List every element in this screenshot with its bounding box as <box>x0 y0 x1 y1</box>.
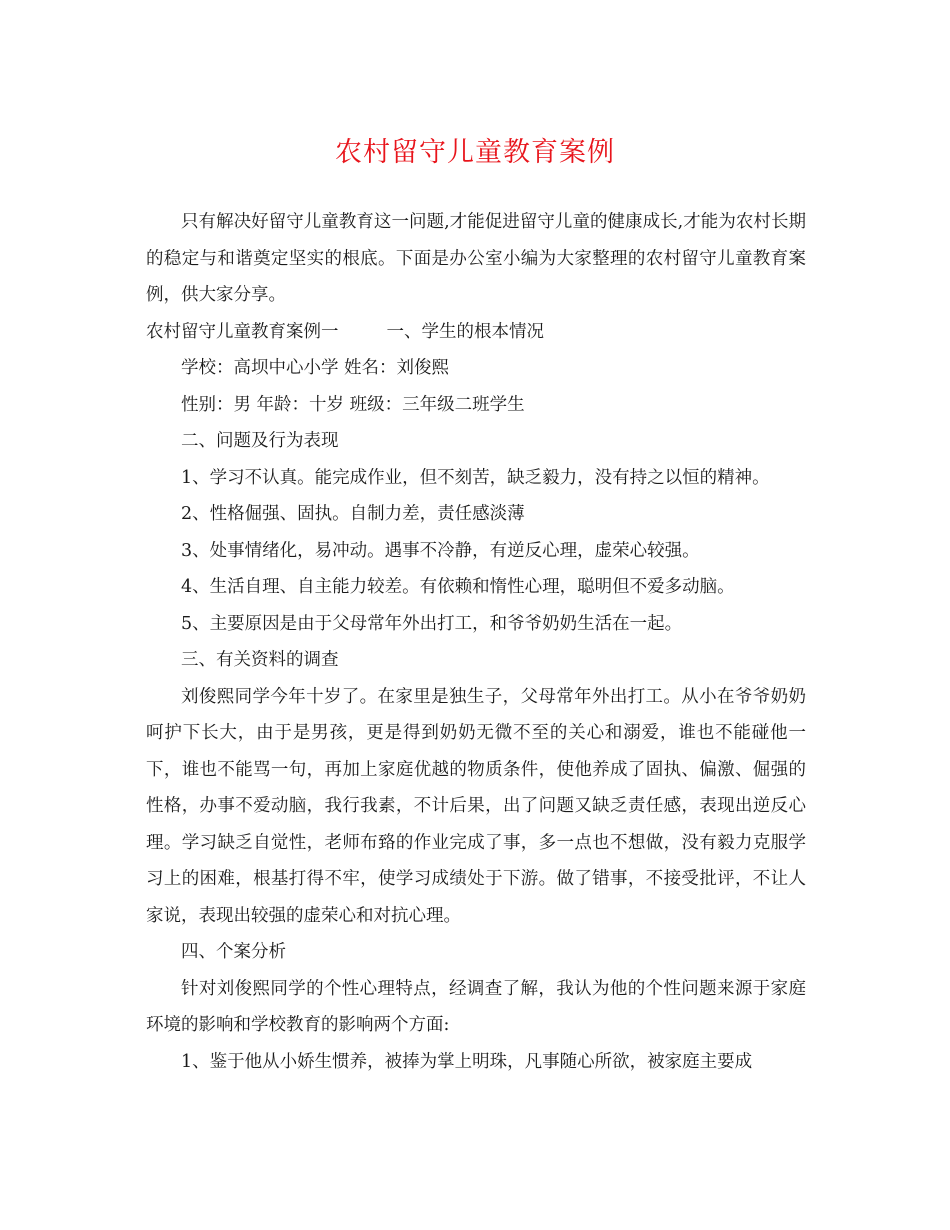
section2-heading: 二、问题及行为表现 <box>181 431 339 451</box>
section1-heading: 一、学生的根本情况 <box>386 321 544 342</box>
survey-paragraph: 刘俊熙同学今年十岁了。在家里是独生子，父母常年外出打工。从小在爷爷奶奶呵护下长大，由于是男孩，更是得到奶奶无微不至的关心和溺爱，谁也不能碰他一下，谁也不能骂一句，再加上家庭优越的物质条件，使他养成了固执、偏激、倔强的性格，办事不爱动脑，我行我素，不计后果，出了问题又缺乏责任感，表现出逆反心理。学习缺乏自觉性，老师布臵的作业完成了事，多一点也不想做，没有毅力克服学习上的困难，根基打得不牢，使学习成绩处于下游。做了错事，不接受批评，不让人家说，表现出较强的虚荣心和对抗心理。 <box>146 686 806 926</box>
analysis-item: 1、鉴于他从小娇生惯养，被捧为掌上明珠，凡事随心所欲，被家庭主要成 <box>181 1051 753 1072</box>
problem-item: 4、生活自理、自主能力较差。有依赖和惰性心理，聪明但不爱多动脑。 <box>181 577 735 597</box>
case-heading: 农村留守儿童教育案例一 <box>146 321 339 342</box>
problem-item: 1、学习不认真。能完成作业，但不刻苦，缺乏毅力，没有持之以恒的精神。 <box>181 467 770 488</box>
school-line: 学校：高坝中心小学 姓名：刘俊熙 <box>181 358 450 378</box>
section4-heading: 四、个案分析 <box>181 942 286 962</box>
case-heading-line <box>146 314 806 351</box>
gender-line: 性别：男 年龄：十岁 班级：三年级二班学生 <box>181 394 525 415</box>
section3-heading: 三、有关资料的调查 <box>181 650 339 670</box>
problem-item: 2、性格倔强、固执。自制力差，责任感淡薄 <box>181 504 525 524</box>
problem-item: 5、主要原因是由于父母常年外出打工，和爷爷奶奶生活在一起。 <box>181 613 683 634</box>
document-body <box>146 204 806 1080</box>
problem-item: 3、处事情绪化，易冲动。遇事不冷静，有逆反心理，虚荣心较强。 <box>181 540 700 561</box>
analysis-paragraph: 针对刘俊熙同学的个性心理特点，经调查了解，我认为他的个性问题来源于家庭环境的影响和学校教育的影响两个方面: <box>146 978 806 1035</box>
intro-paragraph: 只有解决好留守儿童教育这一问题,才能促进留守儿童的健康成长,才能为农村长期的稳定与和谐奠定坚实的根底。下面是办公室小编为大家整理的农村留守儿童教育案例，供大家分享。 <box>146 212 806 305</box>
document-title: 农村留守儿童教育案例 <box>335 137 615 168</box>
